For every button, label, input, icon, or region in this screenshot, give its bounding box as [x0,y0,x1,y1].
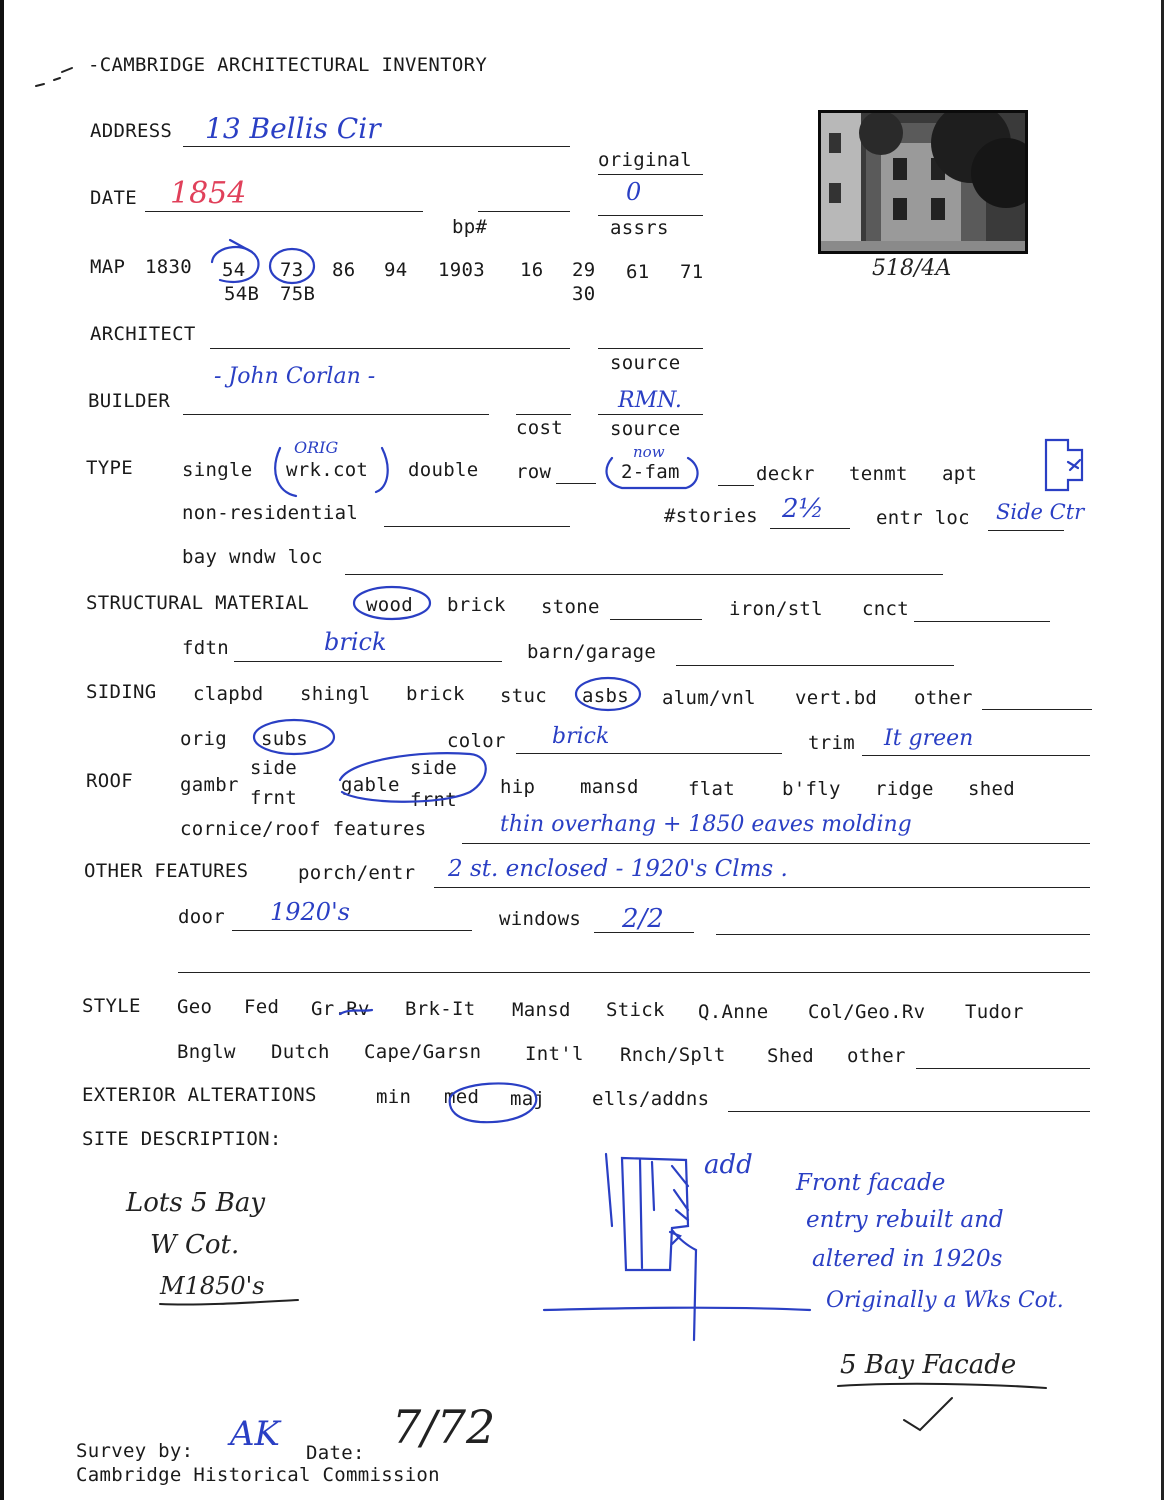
survey-date-value: 7/72 [392,1400,496,1454]
site-note-2: W Cot. [150,1230,240,1260]
site-note-3: M1850's [160,1272,265,1300]
bay-wndw-label: bay wndw loc [182,546,323,568]
type-row-line [556,483,596,484]
extra-line [178,972,1090,973]
assrs-label: assrs [610,217,669,239]
style-rnch: Rnch/Splt [620,1044,726,1066]
cost-label: cost [516,417,563,439]
alt-maj: maj [510,1088,546,1110]
style-grrv: Gr.Rv [311,998,370,1020]
entr-loc-value: Side Ctr [996,500,1085,524]
form-title: -CAMBRIDGE ARCHITECTURAL INVENTORY [88,54,488,76]
door-label: door [178,906,225,928]
original-label: original [598,149,692,171]
non-residential-line [384,526,570,527]
porch-value: 2 st. enclosed - 1920's Clms . [448,856,788,882]
original-line [598,174,703,175]
entr-loc-label: entr loc [876,507,970,529]
siding-alum: alum/vnl [662,687,756,709]
stone-line [610,619,702,620]
type-double: double [408,459,479,481]
roof-hip: hip [500,776,536,798]
photo-id: 518/4A [872,256,952,281]
builder-line [183,414,489,415]
roof-shed: shed [968,778,1015,800]
siding-asbs: asbs [582,685,629,707]
type-tenmt: tenmt [849,463,908,485]
siding-label: SIDING [86,681,157,703]
builder-label: BUILDER [88,390,171,412]
note-line-5: 5 Bay Facade [840,1350,1017,1380]
material-wood: wood [366,594,413,616]
material-stone: stone [541,596,600,618]
type-2fam: 2-fam [621,461,680,483]
cornice-value: thin overhang + 1850 eaves molding [500,812,912,837]
map-year-16: 16 [520,259,544,281]
stories-label: #stories [664,505,758,527]
bay-wndw-line [345,574,943,575]
type-apt: apt [942,463,978,485]
porch-line [434,887,1090,888]
windows-line-2 [716,934,1090,935]
address-label: ADDRESS [90,120,173,142]
door-value: 1920's [270,898,350,926]
date-label: DATE [90,187,137,209]
barn-line [676,665,954,666]
cost-line [516,414,571,415]
color-value: brick [552,724,610,749]
source2-label: source [610,418,681,440]
map-year-73: 73 [280,259,304,281]
style-shed: Shed [767,1045,814,1067]
windows-label: windows [499,908,582,930]
site-note-1: Lots 5 Bay [126,1188,266,1218]
map-year-29: 29 [572,259,596,281]
door-line [232,930,472,931]
style-geo: Geo [177,996,213,1018]
facade-underline [838,1384,1046,1388]
note-line-2: entry rebuilt and [806,1207,1004,1233]
date2-label: Date: [306,1442,365,1464]
map-year-54: 54 [222,259,246,281]
style-colgeo: Col/Geo.Rv [808,1001,926,1023]
style-other: other [847,1045,906,1067]
style-dutch: Dutch [271,1041,330,1063]
other-features-label: OTHER FEATURES [84,860,249,882]
style-tudor: Tudor [965,1001,1024,1023]
roof-gambr-frnt: frnt [250,787,297,809]
windows-value: 2/2 [622,904,664,934]
type-now-note: now [633,443,665,461]
roof-bfly: b'fly [782,778,841,800]
site-label: SITE DESCRIPTION: [82,1128,282,1150]
map-sub-30: 30 [572,283,596,305]
house-photo-image [821,113,1025,251]
barn-label: barn/garage [527,641,657,663]
map-year-71: 71 [680,261,704,283]
architect-label: ARCHITECT [90,323,196,345]
cornice-label: cornice/roof features [180,818,427,840]
map-year-61: 61 [626,261,650,283]
style-mansd: Mansd [512,999,571,1021]
porch-label: porch/entr [298,862,416,884]
siding-other-line [982,709,1092,710]
builder-value: - John Corlan - [214,364,376,389]
style-brkit: Brk-It [405,998,476,1020]
siding-brick: brick [406,683,465,705]
roof-gable-frnt: frnt [410,789,457,811]
roof-gable-side: side [410,757,457,779]
color-label: color [447,730,506,752]
survey-label: Survey by: [76,1440,194,1462]
material-iron: iron/stl [729,598,823,620]
map-year-86: 86 [332,259,356,281]
commission-label: Cambridge Historical Commission [76,1464,440,1486]
sketch-label: add [704,1150,753,1180]
style-cape: Cape/Garsn [364,1041,482,1063]
type-deckr-line [718,485,754,486]
siding-stuc: stuc [500,685,547,707]
stories-value: 2½ [782,494,824,524]
sketch-arrow [672,1230,696,1340]
color-line [516,753,782,754]
stories-line [770,528,850,529]
type-orig-note: ORIG [294,438,339,457]
alt-min: min [376,1086,412,1108]
siding-vert: vert.bd [795,687,878,709]
type-wrk-cot: wrk.cot [286,459,369,481]
builder-source-value: RMN. [618,388,682,413]
fdtn-label: fdtn [182,637,229,659]
map-year-1903: 1903 [438,259,485,281]
orig-label: orig [180,728,227,750]
trim-line [862,755,1090,756]
fdtn-line [234,661,502,662]
roof-mansd: mansd [580,776,639,798]
map-label: MAP [90,256,126,278]
fdtn-value: brick [324,628,387,656]
sketch-building [622,1158,688,1270]
bp-label: bp# [452,216,488,238]
house-photo [818,110,1028,254]
source-label: source [610,352,681,374]
siding-clapbd: clapbd [193,683,264,705]
roof-gambr-side: side [250,757,297,779]
style-fed: Fed [244,996,280,1018]
siding-shingl: shingl [300,683,371,705]
cnct-line [914,621,1050,622]
style-stick: Stick [606,999,665,1021]
apt-sketch [1046,440,1082,490]
map-year-1830: 1830 [145,256,192,278]
alt-ells-line [728,1111,1090,1112]
trim-label: trim [808,732,855,754]
trim-value: It green [884,726,974,751]
address-line [183,146,570,147]
assrs-line [598,215,703,216]
non-residential-label: non-residential [182,502,359,524]
margin-marks [36,68,72,86]
original-value: 0 [626,178,642,206]
bp-line [478,211,570,212]
map-sub-54b: 54B [224,283,260,305]
site-note-underline [160,1300,298,1305]
material-brick: brick [447,594,506,616]
siding-other: other [914,687,973,709]
style-intl: Int'l [525,1043,584,1065]
cornice-line [462,843,1090,844]
style-other-line [916,1068,1090,1069]
map-year-94: 94 [384,259,408,281]
style-bnglw: Bnglw [177,1041,236,1063]
sketch-ground-line [544,1308,810,1310]
builder-source-line [598,414,703,415]
type-row: row [516,461,552,483]
note-line-4: Originally a Wks Cot. [826,1288,1064,1313]
roof-label: ROOF [86,770,133,792]
roof-flat: flat [688,778,735,800]
architect-source-line [598,348,703,349]
check-mark [904,1398,952,1430]
survey-by-value: AK [230,1414,280,1454]
type-label: TYPE [86,457,133,479]
note-line-3: altered in 1920s [812,1246,1003,1272]
alt-med: med [444,1086,480,1108]
type-single: single [182,459,253,481]
entr-loc-line [988,530,1064,531]
ext-alt-label: EXTERIOR ALTERATIONS [82,1084,317,1106]
map-sub-75b: 75B [280,283,316,305]
style-label: STYLE [82,995,141,1017]
roof-gable: gable [341,774,400,796]
structural-label: STRUCTURAL MATERIAL [86,592,310,614]
roof-ridge: ridge [875,778,934,800]
orig-subs: subs [261,728,308,750]
style-qanne: Q.Anne [698,1001,769,1023]
roof-gambr: gambr [180,774,239,796]
alt-ells: ells/addns [592,1088,710,1110]
type-deckr: deckr [756,463,815,485]
address-value: 13 Bellis Cir [205,112,381,145]
scan-edge-left [0,0,4,1500]
date-line [145,211,423,212]
note-line-1: Front facade [796,1170,946,1196]
architect-line [210,348,570,349]
date-value: 1854 [170,176,247,211]
material-cnct: cnct [862,598,909,620]
